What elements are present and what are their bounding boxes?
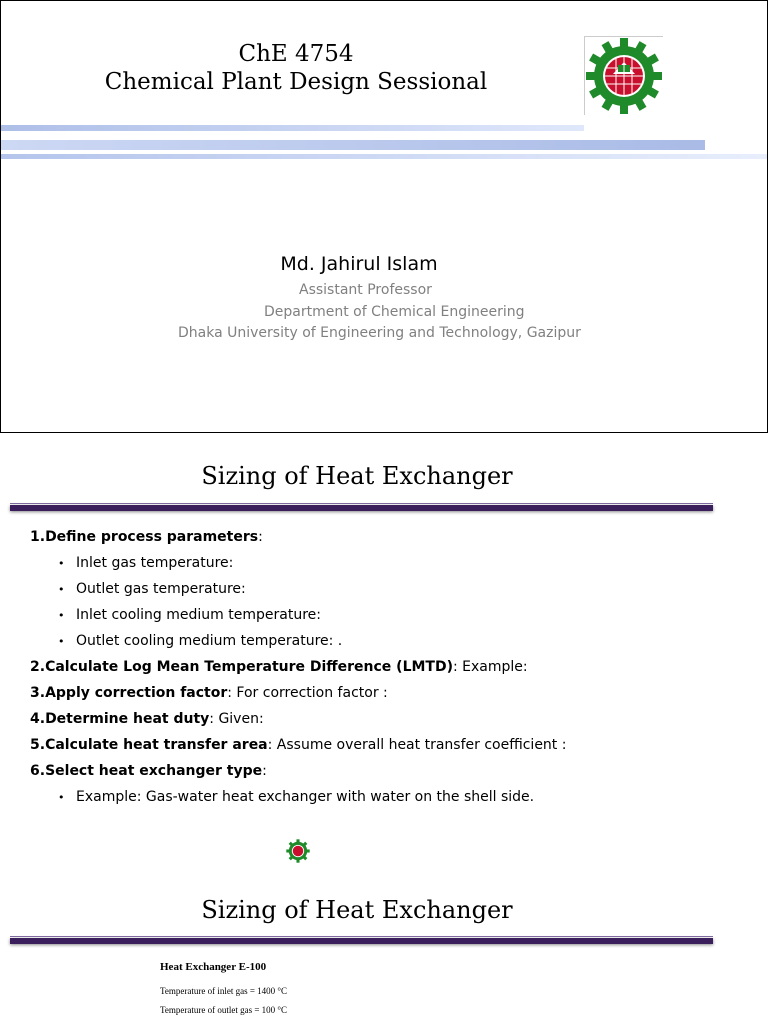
slide2-title: Sizing of Heat Exchanger [201, 462, 513, 490]
title-slide [0, 0, 768, 433]
duet-gear-logo-icon [584, 36, 663, 115]
list-item: 6.Select heat exchanger type: [30, 763, 267, 779]
duet-small-logo-icon [286, 839, 310, 863]
list-item: • Outlet cooling medium temperature: . [30, 632, 730, 658]
list-item: • Outlet gas temperature: [30, 580, 730, 606]
outlet-gas-temp: Temperature of outlet gas = 100 °C [160, 1005, 288, 1015]
inlet-gas-temp: Temperature of inlet gas = 1400 °C [160, 986, 288, 996]
list-item: 4.Determine heat duty: Given: [30, 711, 264, 727]
slide3-divider-highlight [10, 936, 713, 937]
slide2-divider [10, 505, 713, 511]
author-position: Assistant Professor [299, 282, 432, 298]
author-name: Md. Jahirul Islam [280, 253, 438, 275]
list-item: • Inlet gas temperature: [30, 554, 730, 580]
list-item: 3.Apply correction factor: For correction factor : [30, 685, 388, 701]
decor-bar-top [1, 125, 584, 131]
table-title: Heat Exchanger E-100 [160, 961, 267, 973]
author-university: Dhaka University of Engineering and Technology, Gazipur [178, 325, 581, 341]
list-item: • Inlet cooling medium temperature: [30, 606, 730, 632]
list-item: • Example: Gas-water heat exchanger with water on the shell side. [30, 788, 730, 814]
slide3-title: Sizing of Heat Exchanger [201, 896, 513, 924]
list-item: 1.Define process parameters: [30, 529, 263, 545]
course-title: Chemical Plant Design Sessional [104, 69, 488, 95]
list-item: 2.Calculate Log Mean Temperature Difference (LMTD): Example: [30, 659, 528, 675]
process-steps-list [30, 528, 730, 814]
slide2-divider-highlight [10, 503, 713, 504]
course-code: ChE 4754 [238, 41, 354, 67]
slide3-divider [10, 938, 713, 944]
decor-bar-middle [1, 140, 705, 150]
list-item: 5.Calculate heat transfer area: Assume overall heat transfer coefficient : [30, 737, 567, 753]
author-department: Department of Chemical Engineering [264, 304, 525, 320]
decor-bar-bottom [1, 154, 767, 159]
